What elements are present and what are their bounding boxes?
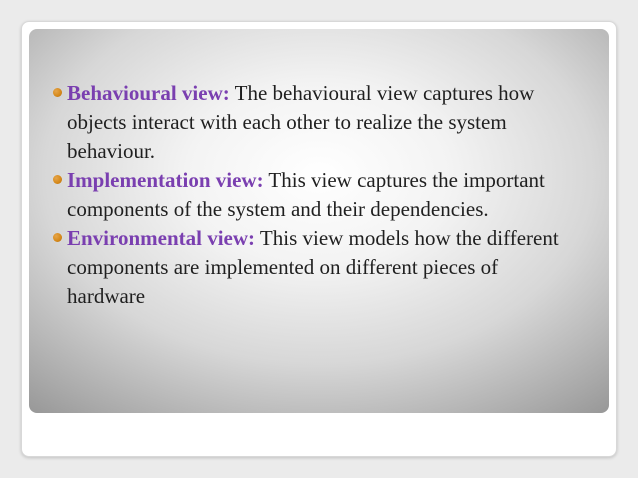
content-panel — [29, 29, 609, 413]
bullet-implementation-view — [29, 166, 609, 224]
bullet-text: This view models how the different components are implemented on different pieces of hardware — [67, 226, 559, 308]
bullet-dot-icon — [53, 175, 62, 184]
bullet-term: Behavioural view: — [67, 81, 230, 105]
bullet-environmental-view — [29, 224, 609, 311]
bullet-list — [29, 79, 609, 311]
bullet-dot-icon — [53, 233, 62, 242]
bullet-dot-icon — [53, 88, 62, 97]
bullet-term: Implementation view: — [67, 168, 264, 192]
bullet-term: Environmental view: — [67, 226, 256, 250]
bullet-text: The behavioural view captures how objects interact with each other to realize the system behaviour. — [67, 81, 535, 163]
bullet-text: This view captures the important components of the system and their dependencies. — [67, 168, 545, 221]
bullet-behavioural-view — [29, 79, 609, 166]
